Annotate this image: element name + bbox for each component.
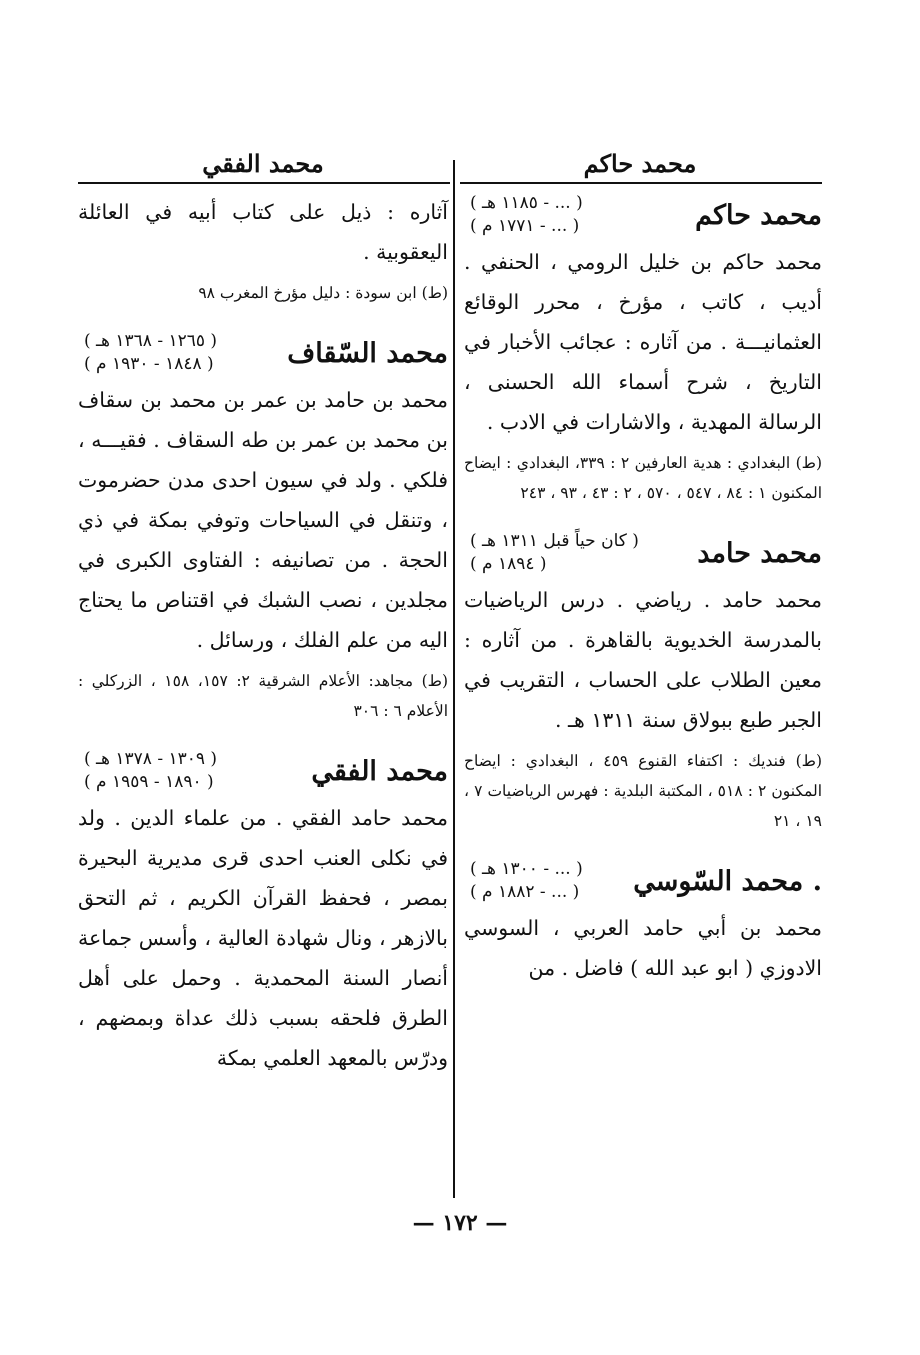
- entry-references: (ط) البغدادي : هدية العارفين ٢ : ٣٣٩، البغدادي : ايضاح المكنون ١ : ٨٤ ، ٥٤٧ ، ٥٧٠ ، ٢ : ٤٣ ، ٩٣ ، ٢٤٣: [464, 454, 822, 502]
- entry-dates: [78, 748, 217, 794]
- entry-muhammad-al-saqqaf: [78, 330, 448, 726]
- gregorian-dates: ( ... - ١٧٧١ م ): [470, 216, 580, 236]
- gregorian-dates: ( ١٨٤٨ - ١٩٣٠ م ): [84, 354, 214, 374]
- gregorian-dates: ( ١٨٩٤ م ): [470, 554, 547, 574]
- entry-heading: [78, 330, 448, 376]
- entry-muhammad-hamid: [464, 530, 822, 836]
- entry-body: محمد حامد الفقي . من علماء الدين . ولد في نكلى العنب احدى قرى مديرية البحيرة بمصر ، فحفظ القرآن الكريم ، ثم التحق بالازهر ، ونال شهادة العالية ، وأسس جماعة أنصار السنة المحمدية . وحمل على أهل الطرق فلحقه بسبب ذلك عداة وبمضهم ، ودرّس بالمعهد العلمي بمكة: [78, 806, 448, 1070]
- header-rule-right: [460, 182, 822, 184]
- entry-body: محمد حاكم بن خليل الرومي ، الحنفي . أديب ، كاتب ، مؤرخ ، محرر الوقائع العثمانيـــة . من آثاره : عجائب الأخبار في التاريخ ، شرح أسماء الله الحسنى ، الرسالة المهدية ، والاشارات في الادب .: [464, 250, 822, 434]
- running-head-left: محمد الفقي: [202, 149, 324, 178]
- hijri-dates: ( كان حياً قبل ١٣١١ هـ ): [470, 531, 639, 551]
- entry-heading: [464, 530, 822, 576]
- entry-heading: [464, 858, 822, 904]
- entry-continuation: [78, 192, 448, 308]
- entry-muhammad-al-susi: [464, 858, 822, 988]
- running-head-right: محمد حاكم: [583, 149, 697, 178]
- entry-heading: [78, 748, 448, 794]
- entry-body: محمد حامد . رياضي . درس الرياضيات بالمدرسة الخديوية بالقاهرة . من آثاره : معين الطلاب على الحساب ، التقريب في الجبر طبع ببولاق سنة ١٣١١ هـ .: [464, 588, 822, 732]
- entry-references: (ط) ابن سودة : دليل مؤرخ المغرب ٩٨: [198, 284, 448, 302]
- entry-name: محمد السّقاف: [287, 337, 448, 369]
- entry-name: . محمد السّوسي: [633, 865, 822, 897]
- entry-references: (ط) مجاهد: الأعلام الشرقية ٢: ١٥٧، ١٥٨ ، الزركلي : الأعلام ٦ : ٣٠٦: [78, 672, 448, 720]
- hijri-dates: ( ١٢٦٥ - ١٣٦٨ هـ ): [84, 331, 218, 351]
- hijri-dates: ( ... - ١١٨٥ هـ ): [470, 193, 583, 213]
- column-divider: [453, 160, 455, 1198]
- entry-body: محمد بن حامد بن عمر بن محمد بن سقاف بن محمد بن عمر بن طه السقاف . فقيـــه ، فلكي . ولد في سيون احدى مدن حضرموت ، وتنقل في السياحات وتوفي بمكة في ذي الحجة . من تصانيفه : الفتاوى الكبرى في مجلدين ، نصب الشبك في اقتناص ما يحتاج اليه من علم الفلك ، ورسائل .: [78, 388, 448, 652]
- entry-dates: [464, 858, 583, 904]
- entry-body: آثاره : ذيل على كتاب أبيه في العائلة اليعقوبية .: [78, 200, 448, 264]
- entry-dates: [78, 330, 217, 376]
- hijri-dates: ( ... - ١٣٠٠ هـ ): [470, 859, 583, 879]
- entry-body: محمد بن أبي حامد العربي ، السوسي الادوزي ( ابو عبد الله ) فاضل . من: [464, 916, 822, 980]
- entry-heading: [464, 192, 822, 238]
- entry-name: محمد الفقي: [311, 755, 448, 787]
- right-column: [464, 192, 822, 988]
- left-column: [78, 192, 448, 1078]
- page-number: — ١٧٢ —: [412, 1210, 508, 1236]
- entry-dates: [464, 530, 639, 576]
- entry-name: محمد حاكم: [695, 199, 822, 231]
- entry-muhammad-al-fiqi: [78, 748, 448, 1078]
- gregorian-dates: ( ... - ١٨٨٢ م ): [470, 882, 580, 902]
- entry-name: محمد حامد: [697, 537, 822, 569]
- entry-references: (ط) فنديك : اكتفاء القنوع ٤٥٩ ، البغدادي : ايضاح المكنون ٢ : ٥١٨ ، المكتبة البلدية : فهرس الرياضيات ٧ ، ١٩ ، ٢١: [464, 752, 823, 830]
- header-rule-left: [78, 182, 450, 184]
- hijri-dates: ( ١٣٠٩ - ١٣٧٨ هـ ): [84, 749, 218, 769]
- entry-dates: [464, 192, 583, 238]
- entry-muhammad-hakim: [464, 192, 822, 508]
- gregorian-dates: ( ١٨٩٠ - ١٩٥٩ م ): [84, 772, 214, 792]
